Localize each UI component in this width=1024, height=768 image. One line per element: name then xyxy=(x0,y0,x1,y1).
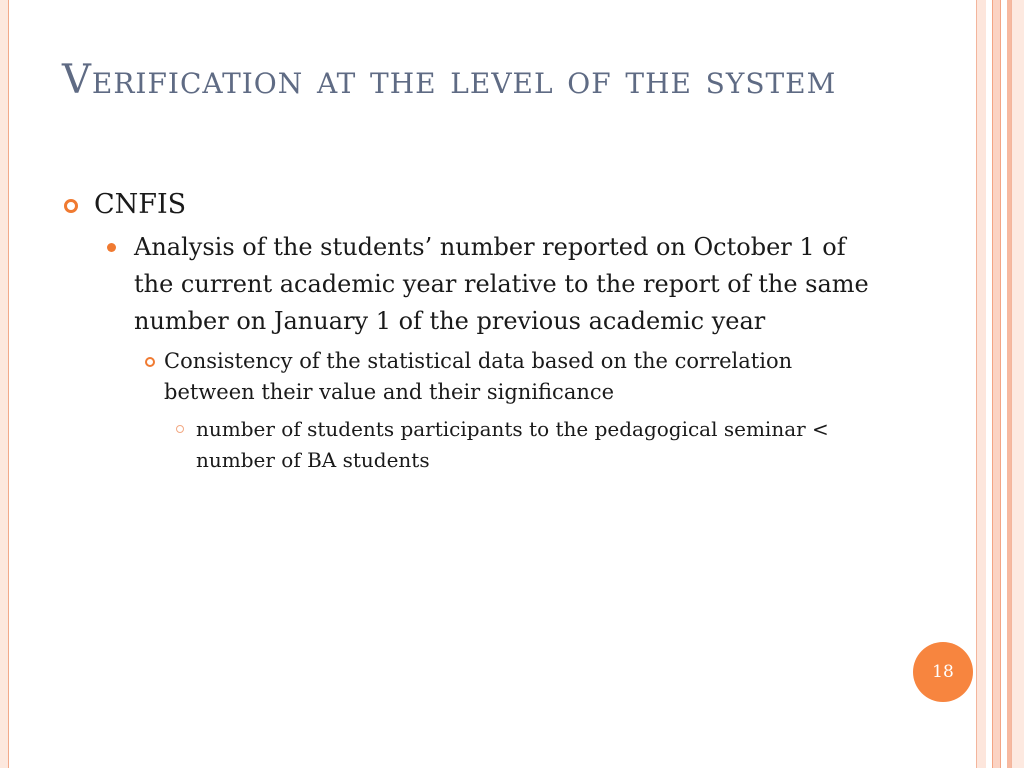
left-border-decoration xyxy=(0,0,9,768)
bullet-level-1 xyxy=(62,185,882,225)
bullet-level-4 xyxy=(62,414,882,476)
bullet-text: number of students participants to the pedagogical seminar < number of BA students xyxy=(196,417,829,472)
stripe xyxy=(1011,0,1024,768)
filled-circle-bullet-icon xyxy=(107,243,116,252)
stripe xyxy=(976,0,986,768)
bullet-text: CNFIS xyxy=(94,189,187,220)
bullet-text: Analysis of the students’ number reported on October 1 of the current academic year relative to the report of the same number on January 1 of the previous academic year xyxy=(134,233,869,335)
bullet-level-3 xyxy=(62,346,882,408)
slide-body xyxy=(62,185,882,476)
bullet-level-2 xyxy=(62,229,882,340)
stripe xyxy=(992,0,1001,768)
right-stripes-decoration xyxy=(976,0,1024,768)
small-hollow-circle-bullet-icon xyxy=(176,425,184,433)
hollow-circle-bullet-icon xyxy=(64,199,78,213)
page-number-badge: 18 xyxy=(913,642,973,702)
bullet-text: Consistency of the statistical data based on the correlation between their value and their significance xyxy=(164,349,793,404)
slide-title: Verification at the level of the system xyxy=(62,57,837,103)
hollow-circle-bullet-icon xyxy=(145,357,155,367)
